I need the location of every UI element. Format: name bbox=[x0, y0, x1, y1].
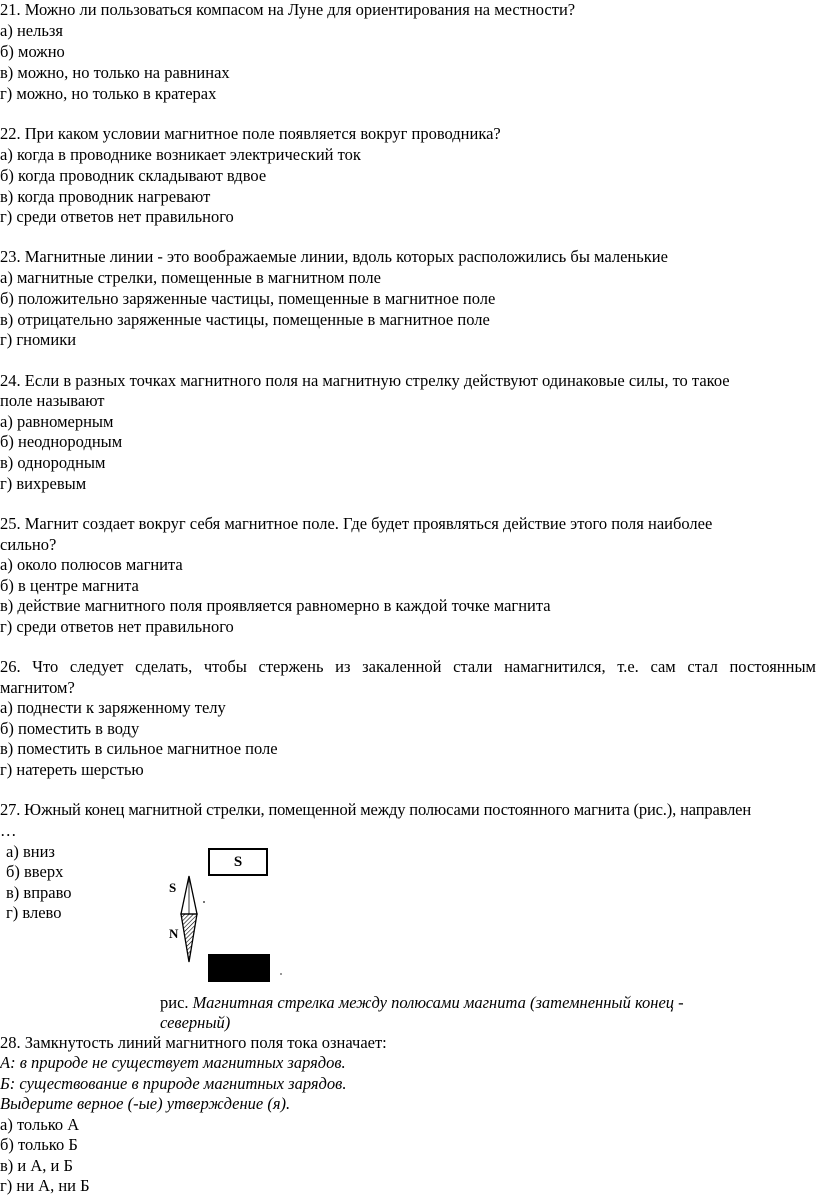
magnet-n-pole bbox=[208, 954, 270, 982]
needle-s-label: S bbox=[169, 880, 177, 895]
question-22: 22. При каком условии магнитное поле появляется вокруг проводника? bbox=[0, 124, 501, 143]
q21-option-a: а) нельзя bbox=[0, 21, 63, 40]
q23-option-c: в) отрицательно заряженные частицы, помещенные в магнитное поле bbox=[0, 310, 490, 329]
q28-instruction: Выдерите верное (-ые) утверждение (я). bbox=[0, 1094, 291, 1113]
q25-option-c: в) действие магнитного поля проявляется равномерно в каждой точке магнита bbox=[0, 596, 551, 615]
q28-option-d: г) ни А, ни Б bbox=[0, 1176, 90, 1195]
q26-option-c: в) поместить в сильное магнитное поле bbox=[0, 739, 278, 758]
scan-dot bbox=[203, 901, 205, 903]
q24-option-a: а) равномерным bbox=[0, 412, 114, 431]
compass-needle-icon bbox=[178, 874, 200, 964]
q21-option-b: б) можно bbox=[0, 42, 65, 61]
q23-option-b: б) положительно заряженные частицы, помещенные в магнитное поле bbox=[0, 289, 496, 308]
q24-option-b: б) неоднородным bbox=[0, 432, 123, 451]
figure-caption: рис. Магнитная стрелка между полюсами магнита (затемненный конец - bbox=[160, 993, 684, 1012]
q24-option-c: в) однородным bbox=[0, 453, 106, 472]
magnet-figure bbox=[160, 842, 290, 984]
q21-option-d: г) можно, но только в кратерах bbox=[0, 84, 217, 103]
q23-option-a: а) магнитные стрелки, помещенные в магнитном поле bbox=[0, 268, 381, 287]
q28-statement-a: А: в природе не существует магнитных зарядов. bbox=[0, 1053, 346, 1072]
q25-option-a: а) около полюсов магнита bbox=[0, 555, 183, 574]
q27-option-b: б) вверх bbox=[6, 862, 64, 881]
q22-option-b: б) когда проводник складывают вдвое bbox=[0, 166, 267, 185]
q26-option-b: б) поместить в воду bbox=[0, 719, 140, 738]
q28-option-b: б) только Б bbox=[0, 1135, 78, 1154]
scan-dot bbox=[280, 973, 282, 975]
question-25-cont: сильно? bbox=[0, 535, 57, 554]
question-27: 27. Южный конец магнитной стрелки, помещенной между полюсами постоянного магнита (рис.), направлен bbox=[0, 800, 752, 819]
question-28: 28. Замкнутость линий магнитного поля тока означает: bbox=[0, 1033, 387, 1052]
q25-option-b: б) в центре магнита bbox=[0, 576, 139, 595]
figure-caption-cont: северный) bbox=[160, 1013, 231, 1032]
q21-option-c: в) можно, но только на равнинах bbox=[0, 63, 230, 82]
q28-statement-b: Б: существование в природе магнитных зарядов. bbox=[0, 1074, 347, 1093]
question-26-cont: магнитом? bbox=[0, 678, 75, 697]
q26-option-a: а) поднести к заряженному телу bbox=[0, 698, 226, 717]
q22-option-c: в) когда проводник нагревают bbox=[0, 187, 211, 206]
question-27-cont: … bbox=[0, 821, 17, 840]
q26-option-d: г) натереть шерстью bbox=[0, 760, 144, 779]
q28-option-c: в) и А, и Б bbox=[0, 1156, 73, 1175]
q23-option-d: г) гномики bbox=[0, 330, 77, 349]
magnet-s-pole: S bbox=[208, 848, 268, 876]
q25-option-d: г) среди ответов нет правильного bbox=[0, 617, 234, 636]
q27-option-c: в) вправо bbox=[6, 883, 72, 902]
q27-option-a: а) вниз bbox=[6, 842, 55, 861]
q22-option-a: а) когда в проводнике возникает электрический ток bbox=[0, 145, 361, 164]
needle-n-label: N bbox=[169, 926, 179, 941]
q27-option-d: г) влево bbox=[6, 903, 62, 922]
question-24-cont: поле называют bbox=[0, 391, 105, 410]
q22-option-d: г) среди ответов нет правильного bbox=[0, 207, 234, 226]
question-24: 24. Если в разных точках магнитного поля на магнитную стрелку действуют одинаковые силы, то такое bbox=[0, 371, 730, 390]
question-25: 25. Магнит создает вокруг себя магнитное поле. Где будет проявляться действие этого поля наиболее bbox=[0, 514, 713, 533]
q24-option-d: г) вихревым bbox=[0, 474, 87, 493]
question-21: 21. Можно ли пользоваться компасом на Луне для ориентирования на местности? bbox=[0, 0, 576, 19]
question-26: 26. Что следует сделать, чтобы стержень из закаленной стали намагнитился, т.е. сам стал постоянным bbox=[0, 657, 816, 676]
q28-option-a: а) только А bbox=[0, 1115, 80, 1134]
question-23: 23. Магнитные линии - это воображаемые линии, вдоль которых расположились бы маленькие bbox=[0, 247, 668, 266]
